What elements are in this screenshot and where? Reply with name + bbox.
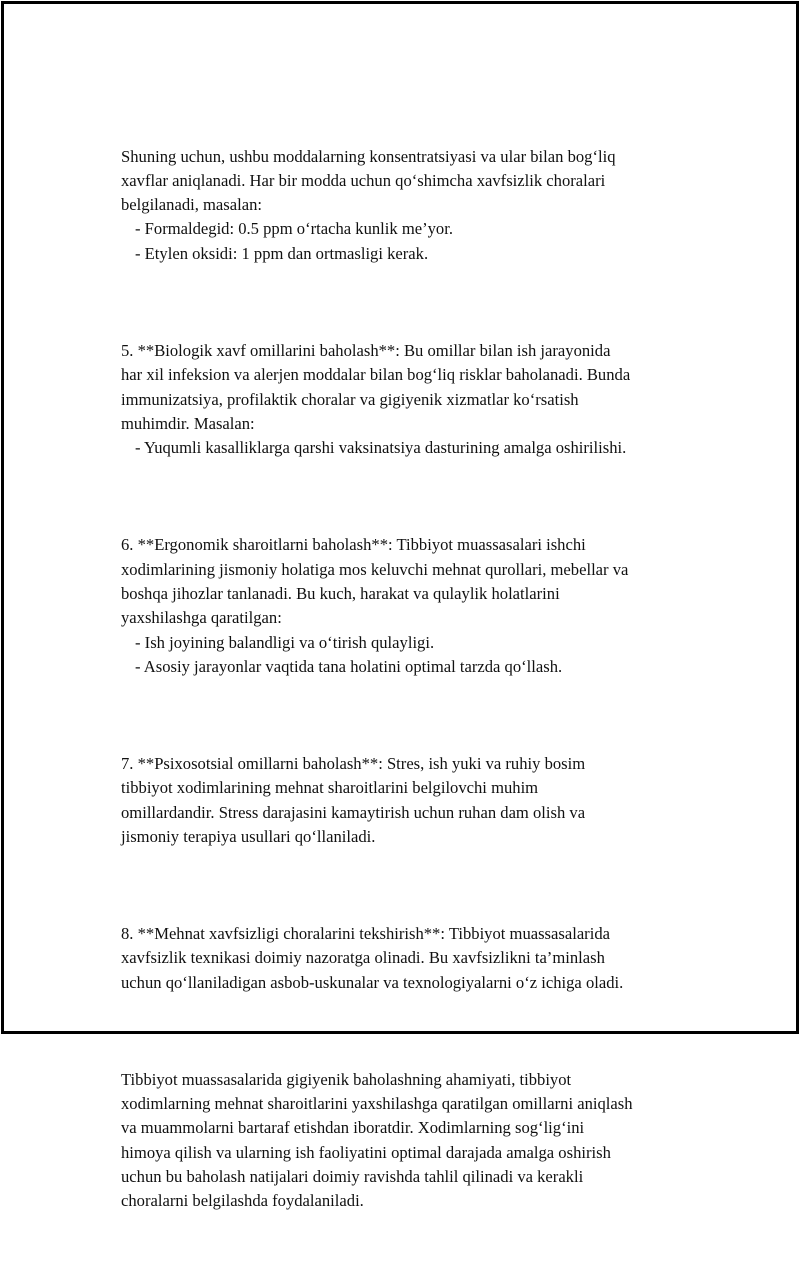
paragraph-text: 8. **Mehnat xavfsizligi choralarini tekshirish**: Tibbiyot muassasalarida xavfsizlik texnikasi doimiy nazoratga olinadi. Bu xavfsizlikni ta’minlash uchun qo‘llaniladigan asbob-uskunalar va texnologiyalarni o‘z ichiga oladi. (121, 924, 624, 992)
paragraph-text: 5. **Biologik xavf omillarini baholash**: Bu omillar bilan ish jarayonida har xil infeksion va alerjen moddalar bilan bog‘liq risklar baholanadi. Bunda immunizatsiya, profilaktik choralar va gigiyenik xizmatlar ko‘rsatish muhimdir. Masalan: (121, 340, 631, 433)
paragraph-item-5 (121, 339, 721, 460)
paragraph-text: Shuning uchun, ushbu moddalarning konsentratsiyasi va ular bilan bog‘liq xavflar aniqlanadi. Har bir modda uchun qo‘shimcha xavfsizlik choralari belgilanadi, masalan: (121, 146, 616, 215)
paragraph-item-6 (121, 533, 721, 679)
paragraph-conclusion (121, 1068, 721, 1214)
list-item-etylen-oksidi: - Etylen oksidi: 1 ppm dan ortmasligi kerak. (135, 243, 429, 263)
paragraph-intro (121, 145, 721, 266)
document-body (121, 96, 721, 1287)
paragraph-item-8 (121, 922, 721, 995)
list-item-tana-holati: - Asosiy jarayonlar vaqtida tana holatini optimal tarzda qo‘llash. (135, 656, 563, 676)
paragraph-item-7 (121, 752, 721, 849)
list-item-formaldegid: - Formaldegid: 0.5 ppm o‘rtacha kunlik me’yor. (135, 219, 453, 239)
list-item-vaksinatsiya: - Yuqumli kasalliklarga qarshi vaksinatsiya dasturining amalga oshirilishi. (135, 438, 627, 458)
list-item-ish-joyi: - Ish joyining balandligi va o‘tirish qulayligi. (135, 632, 435, 652)
page-frame (1, 1, 799, 1211)
paragraph-text: 7. **Psixosotsial omillarni baholash**: Stres, ish yuki va ruhiy bosim tibbiyot xodimlarining mehnat sharoitlarini belgilovchi muhim omillardandir. Stress darajasini kamaytirish uchun ruhan dam olish va jismoniy terapiya usullari qo‘llaniladi. (121, 754, 586, 846)
paragraph-text: 6. **Ergonomik sharoitlarni baholash**: Tibbiyot muassasalari ishchi xodimlarining jismoniy holatiga mos keluvchi mehnat qurollari, mebellar va boshqa jihozlar tanlanadi. Bu kuch, harakat va qulaylik holatlarini yaxshilashga qaratilgan: (121, 535, 629, 628)
paragraph-text: Tibbiyot muassasalarida gigiyenik baholashning ahamiyati, tibbiyot xodimlarning mehnat sharoitlarini yaxshilashga qaratilgan omillarni aniqlash va muammolarni bartaraf etishdan iboratdir. Xodimlarning sog‘lig‘ini himoya qilish va ularning ish faoliyatini optimal darajada amalga oshirish uchun bu baholash natijalari doimiy ravishda tahlil qilinadi va kerakli choralarni belgilashda foydalaniladi. (121, 1069, 633, 1211)
